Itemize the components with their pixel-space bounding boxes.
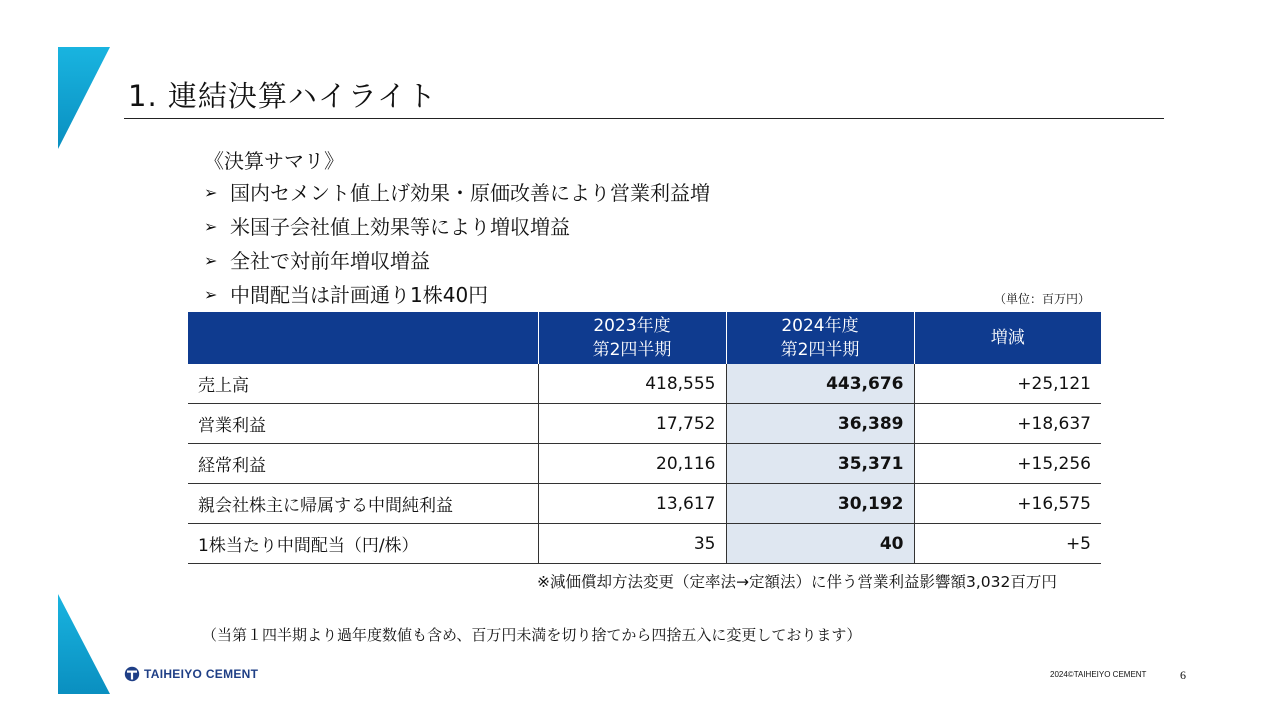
header-item [188, 312, 538, 364]
summary-bullets [204, 176, 710, 312]
header-period: 第2四半期 [592, 340, 672, 360]
row-label: 1株当たり中間配当（円/株） [188, 524, 538, 564]
slide-title: 1. 連結決算ハイライト [128, 79, 438, 113]
unit-note: （単位：百万円） [994, 292, 1091, 306]
value-fy2023: 418,555 [538, 364, 726, 404]
value-fy2023: 13,617 [538, 484, 726, 524]
header-fy2023 [538, 312, 726, 364]
summary-bullet-text: 全社で対前年増収増益 [230, 249, 430, 273]
value-change: +25,121 [914, 364, 1101, 404]
value-change: +18,637 [914, 404, 1101, 444]
arrowhead-bullet-icon: ➢ [204, 217, 218, 236]
header-change [914, 312, 1101, 364]
logo-mark-icon [124, 666, 140, 682]
value-fy2024: 30,192 [726, 484, 914, 524]
page-number: 6 [1180, 668, 1186, 682]
accent-triangle-bottom [58, 594, 110, 694]
rounding-note: （当第１四半期より過年度数値も含め、百万円未満を切り捨てから四捨五入に変更しております） [202, 626, 862, 644]
arrowhead-bullet-icon: ➢ [204, 285, 218, 304]
value-fy2024: 40 [726, 524, 914, 564]
summary-bullet-text: 国内セメント値上げ効果・原価改善により営業利益増 [230, 181, 710, 205]
row-label: 売上高 [188, 364, 538, 404]
summary-bullet [204, 278, 710, 312]
title-underline [124, 118, 1164, 119]
summary-bullet [204, 244, 710, 278]
table-row [188, 484, 1101, 524]
summary-section [204, 146, 710, 312]
value-change: +16,575 [914, 484, 1101, 524]
value-change: +5 [914, 524, 1101, 564]
copyright-text: 2024©TAIHEIYO CEMENT [1050, 670, 1147, 679]
value-fy2024: 443,676 [726, 364, 914, 404]
table-row [188, 364, 1101, 404]
summary-bullet [204, 176, 710, 210]
row-label: 営業利益 [188, 404, 538, 444]
summary-bullet-text: 米国子会社値上効果等により増収増益 [230, 215, 570, 239]
arrowhead-bullet-icon: ➢ [204, 251, 218, 270]
table-header-row [188, 312, 1101, 364]
logo-text: TAIHEIYO CEMENT [144, 667, 259, 681]
row-label: 親会社株主に帰属する中間純利益 [188, 484, 538, 524]
table-row [188, 404, 1101, 444]
header-change-label: 増減 [990, 328, 1025, 348]
summary-bullet [204, 210, 710, 244]
header-period: 第2四半期 [780, 340, 860, 360]
results-table [188, 312, 1101, 564]
company-logo [124, 666, 258, 682]
depreciation-note: ※減価償却方法変更（定率法→定額法）に伴う営業利益影響額3,032百万円 [537, 573, 1057, 591]
value-fy2023: 17,752 [538, 404, 726, 444]
value-change: +15,256 [914, 444, 1101, 484]
accent-triangle-top [58, 47, 110, 149]
header-year: 2023年度 [593, 316, 671, 336]
summary-heading: 《決算サマリ》 [204, 149, 344, 173]
value-fy2024: 35,371 [726, 444, 914, 484]
value-fy2024: 36,389 [726, 404, 914, 444]
value-fy2023: 35 [538, 524, 726, 564]
header-year: 2024年度 [781, 316, 859, 336]
header-fy2024 [726, 312, 914, 364]
summary-bullet-text: 中間配当は計画通り1株40円 [230, 283, 489, 307]
row-label: 経常利益 [188, 444, 538, 484]
table-row [188, 524, 1101, 564]
table-row [188, 444, 1101, 484]
arrowhead-bullet-icon: ➢ [204, 183, 218, 202]
value-fy2023: 20,116 [538, 444, 726, 484]
